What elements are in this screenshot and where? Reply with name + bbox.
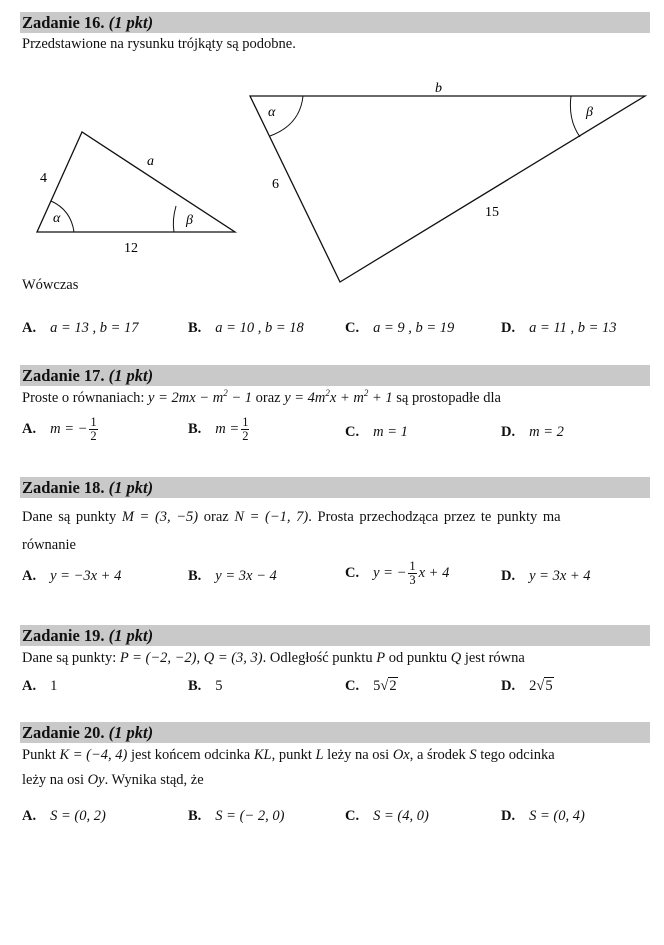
- option-coef: 2: [529, 678, 537, 694]
- option-text: y = −3x + 4: [50, 568, 122, 584]
- task19-title: Zadanie 19.: [22, 626, 105, 645]
- task18-statement-line1: Dane są punkty M = (3, −5) oraz N = (−1, 7). Prosta przechodząca przez te punkty ma: [22, 509, 561, 525]
- option-text: y = 3x + 4: [529, 568, 591, 584]
- task16-option-c[interactable]: [345, 320, 454, 337]
- large-angle-beta: β: [586, 105, 593, 120]
- fraction: $\frac{1}{2}$: [90, 415, 97, 443]
- small-side-top: a: [147, 154, 154, 169]
- option-letter: D.: [501, 568, 516, 584]
- task18-header: [20, 477, 650, 498]
- option-letter: B.: [188, 808, 202, 824]
- large-side-top: b: [435, 81, 442, 96]
- task20-points: (1 pkt): [108, 723, 154, 742]
- task18-option-a[interactable]: [22, 568, 121, 585]
- option-text: m = 2: [529, 424, 564, 440]
- task17-header: [20, 365, 650, 386]
- point-q: Q = (3, 3): [203, 650, 263, 666]
- task19-option-c[interactable]: C. 5√2: [345, 678, 397, 694]
- task16-option-d[interactable]: [501, 320, 616, 337]
- option-letter: A.: [22, 678, 37, 694]
- option-letter: D.: [501, 808, 516, 824]
- task20-option-d[interactable]: [501, 808, 585, 825]
- statement-text: są prostopadłe dla: [396, 390, 501, 406]
- task16-option-a[interactable]: [22, 320, 139, 337]
- task20-option-b[interactable]: [188, 808, 284, 825]
- task17-option-a[interactable]: [22, 416, 100, 443]
- task19-option-a[interactable]: [22, 678, 57, 695]
- large-side-right: 15: [485, 205, 499, 220]
- task19-points: (1 pkt): [108, 626, 154, 645]
- task16-lead: Wówczas: [22, 277, 79, 293]
- option-radicand: 2: [389, 678, 397, 694]
- option-text: S = (− 2, 0): [215, 808, 285, 824]
- task19-option-d[interactable]: D. 2√5: [501, 678, 553, 694]
- option-text: y = −: [373, 564, 407, 581]
- task17-option-d[interactable]: [501, 424, 564, 441]
- task19-statement: Dane są punkty: P = (−2, −2), Q = (3, 3). Odległość punktu P od punktu Q jest równa: [22, 650, 525, 666]
- small-angle-alpha: α: [53, 211, 61, 226]
- option-letter: C.: [345, 320, 360, 336]
- option-text: y = 3x − 4: [215, 568, 277, 584]
- option-letter: A.: [22, 320, 37, 336]
- task20-statement-line1: Punkt K = (−4, 4) jest końcem odcinka KL, punkt L leży na osi Ox, a środek S tego odcinka: [22, 747, 555, 763]
- small-angle-beta: β: [186, 213, 193, 228]
- option-text: a = 10 , b = 18: [215, 320, 304, 336]
- task17-option-b[interactable]: [188, 416, 251, 443]
- task17-points: (1 pkt): [108, 366, 154, 385]
- option-text: m = 1: [373, 424, 408, 440]
- option-text: S = (0, 2): [50, 808, 106, 824]
- option-text: S = (4, 0): [373, 808, 429, 824]
- statement-conj: oraz: [255, 390, 281, 406]
- task16-header: [20, 12, 650, 33]
- large-angle-alpha: α: [268, 105, 276, 120]
- task16-statement: Przedstawione na rysunku trójkąty są podobne.: [22, 36, 296, 52]
- large-triangle: [250, 96, 645, 282]
- option-letter: A.: [22, 420, 37, 437]
- option-letter: B.: [188, 320, 202, 336]
- task19-header: [20, 625, 650, 646]
- task17-statement: [22, 390, 501, 407]
- large-side-left: 6: [272, 177, 279, 192]
- equation-2: $y = 4m^2x + m^2 + 1$: [284, 388, 393, 406]
- option-coef: 5: [373, 678, 381, 694]
- option-letter: B.: [188, 568, 202, 584]
- point-n: N = (−1, 7): [234, 509, 309, 525]
- small-side-left: 4: [40, 171, 47, 186]
- task16-title: Zadanie 16.: [22, 13, 105, 32]
- task20-title: Zadanie 20.: [22, 723, 105, 742]
- point-p: P = (−2, −2): [119, 650, 197, 666]
- option-letter: B.: [188, 420, 202, 437]
- option-letter: A.: [22, 808, 37, 824]
- option-letter: D.: [501, 320, 516, 336]
- option-text: x + 4: [418, 564, 450, 581]
- option-text: 5: [215, 678, 223, 694]
- task16-points: (1 pkt): [108, 13, 154, 32]
- option-letter: C.: [345, 678, 360, 694]
- option-letter: C.: [345, 424, 360, 440]
- task17-title: Zadanie 17.: [22, 366, 105, 385]
- task18-option-c[interactable]: [345, 560, 449, 587]
- option-letter: D.: [501, 424, 516, 440]
- large-angle-beta-arc: [570, 96, 580, 137]
- fraction: $\frac{1}{2}$: [242, 415, 249, 443]
- option-text: a = 9 , b = 19: [373, 320, 455, 336]
- task18-option-b[interactable]: [188, 568, 277, 585]
- option-text: m =: [215, 420, 240, 437]
- equation-1: $y = 2mx - m^2 - 1$: [148, 388, 252, 406]
- task20-header: [20, 722, 650, 743]
- similar-triangles-figure: [0, 70, 664, 285]
- fraction: $\frac{1}{3}$: [409, 559, 416, 587]
- task17-option-c[interactable]: [345, 424, 408, 441]
- task18-option-d[interactable]: [501, 568, 591, 585]
- option-letter: D.: [501, 678, 516, 694]
- option-text: 1: [50, 678, 58, 694]
- task20-option-c[interactable]: [345, 808, 429, 825]
- option-text: a = 11 , b = 13: [529, 320, 617, 336]
- task20-option-a[interactable]: [22, 808, 106, 825]
- task18-title: Zadanie 18.: [22, 478, 105, 497]
- task19-option-b[interactable]: [188, 678, 223, 695]
- task18-points: (1 pkt): [108, 478, 154, 497]
- option-letter: C.: [345, 808, 360, 824]
- small-triangle: [37, 132, 235, 232]
- option-letter: A.: [22, 568, 37, 584]
- option-text: a = 13 , b = 17: [50, 320, 139, 336]
- small-angle-beta-arc: [173, 206, 176, 232]
- option-radicand: 5: [545, 678, 553, 694]
- point-m: M = (3, −5): [121, 509, 199, 525]
- task18-statement-line2: równanie: [22, 537, 76, 553]
- option-letter: C.: [345, 564, 360, 581]
- option-text: m = −: [50, 420, 88, 437]
- statement-text: Proste o równaniach:: [22, 390, 145, 406]
- option-text: S = (0, 4): [529, 808, 585, 824]
- task20-statement-line2: leży na osi Oy. Wynika stąd, że: [22, 772, 204, 788]
- task16-option-b[interactable]: [188, 320, 304, 337]
- small-side-bottom: 12: [124, 241, 138, 256]
- point-k: K = (−4, 4): [59, 747, 128, 763]
- option-letter: B.: [188, 678, 202, 694]
